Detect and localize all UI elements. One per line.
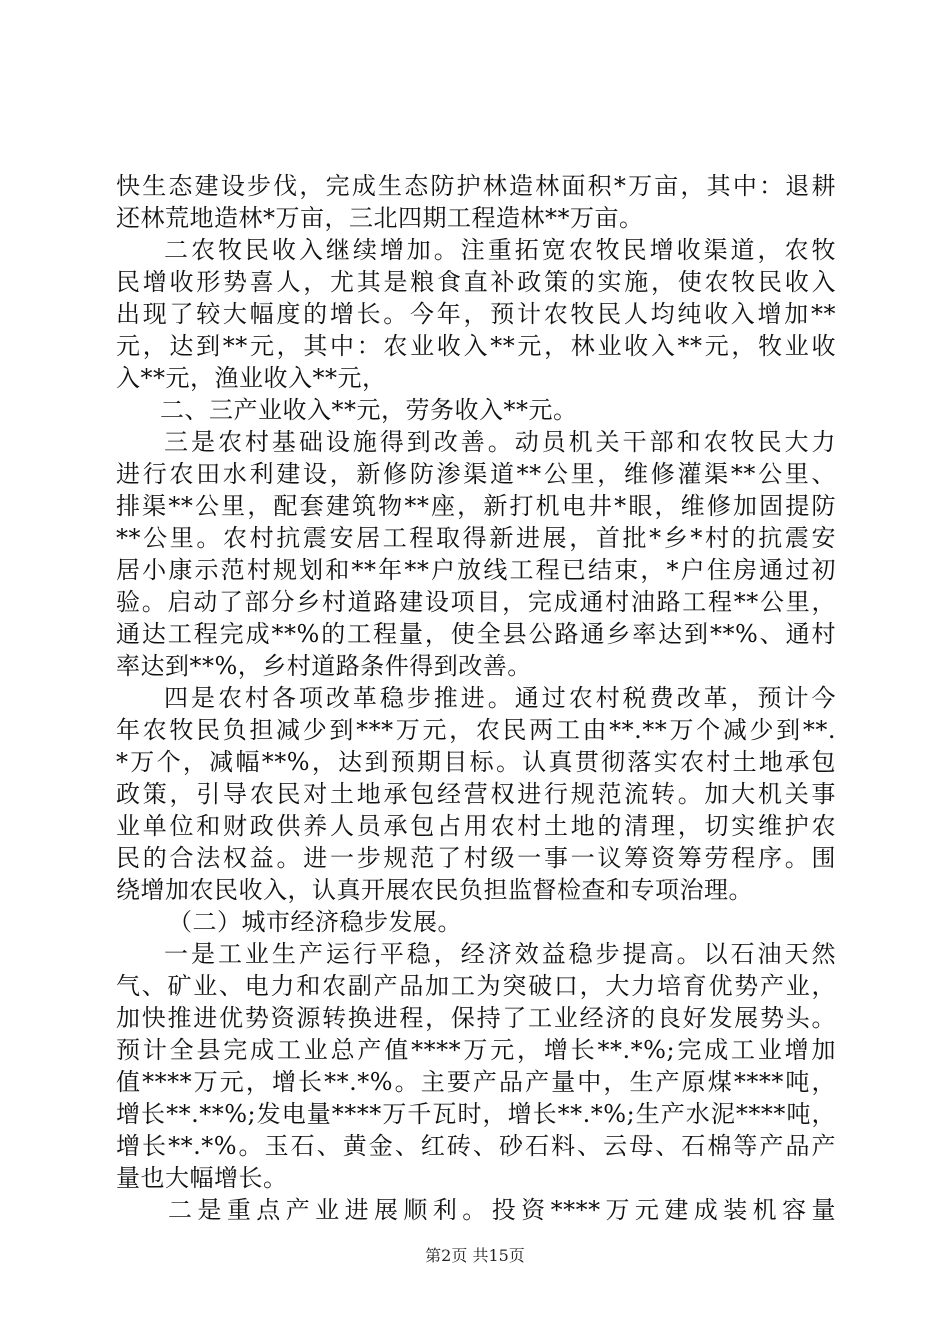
text-line: 排渠**公里，配套建筑物**座，新打机电井*眼，维修加固提防 (116, 492, 836, 520)
text-line: 增长**.**%;发电量****万千瓦时，增长**.*%;生产水泥****吨， (116, 1100, 836, 1128)
text-line: 还林荒地造林*万亩，三北四期工程造林**万亩。 (116, 204, 644, 232)
text-line: 入**元，渔业收入**元， (116, 364, 387, 392)
text-line: 三是农村基础设施得到改善。动员机关干部和农牧民大力 (164, 428, 836, 456)
text-line: 快生态建设步伐，完成生态防护林造林面积*万亩，其中：退耕 (116, 172, 836, 200)
text-line: **公里。农村抗震安居工程取得新进展，首批*乡*村的抗震安 (116, 524, 836, 552)
text-line: 增长**.*%。玉石、黄金、红砖、砂石料、云母、石棉等产品产 (116, 1132, 836, 1160)
page-footer: 第2页 共15页 (425, 1246, 525, 1265)
text-line: 气、矿业、电力和农副产品加工为突破口，大力培育优势产业， (116, 972, 836, 1000)
text-line: 加快推进优势资源转换进程，保持了工业经济的良好发展势头。 (116, 1004, 836, 1032)
text-line: 绕增加农民收入，认真开展农民负担监督检查和专项治理。 (116, 876, 753, 904)
text-line: 元，达到**元，其中：农业收入**元，林业收入**元，牧业收 (116, 332, 836, 360)
text-line: 验。启动了部分乡村道路建设项目，完成通村油路工程**公里， (116, 588, 836, 616)
text-line: *万个，减幅**%，达到预期目标。认真贯彻落实农村土地承包 (116, 748, 836, 776)
text-line: 民增收形势喜人，尤其是粮食直补政策的实施，使农牧民收入 (116, 268, 836, 296)
text-line: 通达工程完成**%的工程量，使全县公路通乡率达到**%、通村 (116, 620, 836, 648)
text-line: 民的合法权益。进一步规范了村级一事一议筹资筹劳程序。围 (116, 844, 836, 872)
text-line: 进行农田水利建设，新修防渗渠道**公里，维修灌渠**公里、 (116, 460, 836, 488)
text-line: 二、三产业收入**元，劳务收入**元。 (160, 396, 578, 424)
text-line: 二农牧民收入继续增加。注重拓宽农牧民增收渠道，农牧 (164, 236, 836, 264)
text-line: 值****万元，增长**.*%。主要产品产量中，生产原煤****吨， (116, 1068, 836, 1096)
text-line: 一是工业生产运行平稳，经济效益稳步提高。以石油天然 (164, 940, 836, 968)
text-line: 二是重点产业进展顺利。投资****万元建成装机容量 (168, 1196, 836, 1224)
text-line: 业单位和财政供养人员承包占用农村土地的清理，切实维护农 (116, 812, 836, 840)
text-line: 率达到**%，乡村道路条件得到改善。 (116, 652, 532, 680)
document-body (116, 170, 836, 1226)
text-line: 四是农村各项改革稳步推进。通过农村税费改革，预计今 (164, 684, 836, 712)
text-line: 预计全县完成工业总产值****万元，增长**.*%;完成工业增加 (116, 1036, 836, 1064)
text-line: 年农牧民负担减少到***万元，农民两工由**.**万个减少到**. (116, 716, 836, 744)
text-line: 政策，引导农民对土地承包经营权进行规范流转。加大机关事 (116, 780, 836, 808)
text-line: 出现了较大幅度的增长。今年，预计农牧民人均纯收入增加** (116, 300, 836, 328)
text-line: 居小康示范村规划和**年**户放线工程已结束，*户住房通过初 (116, 556, 836, 584)
text-line: 量也大幅增长。 (116, 1164, 288, 1192)
text-line: （二）城市经济稳步发展。 (168, 908, 462, 936)
